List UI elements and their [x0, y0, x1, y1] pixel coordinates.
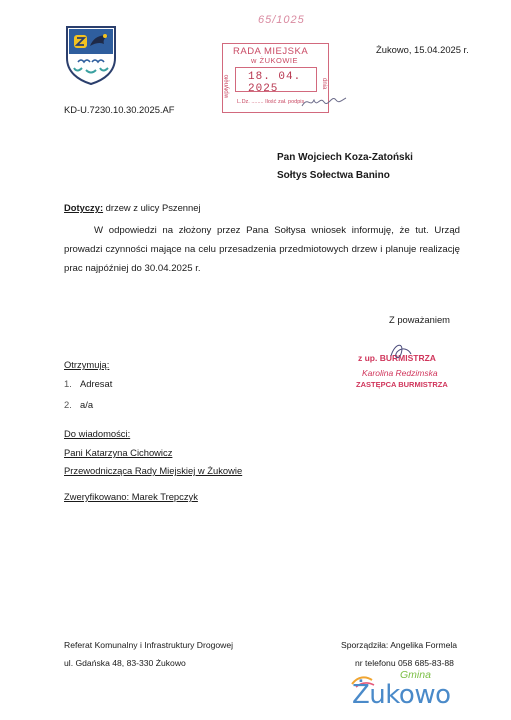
closing-salutation: Z poważaniem	[389, 314, 450, 325]
signature-name: Karolina Redzimska	[362, 368, 438, 378]
handwritten-register-number: 65/1025	[258, 14, 305, 26]
list-item-number: 2.	[64, 399, 72, 410]
cc-title: Przewodnicząca Rady Miejskiej w Żukowie	[64, 465, 243, 476]
footer-department: Referat Komunalny i Infrastruktury Drogowej	[64, 640, 234, 650]
signature-title: ZASTĘPCA BURMISTRZA	[356, 380, 448, 389]
handwritten-signature	[388, 340, 422, 362]
list-item-number: 1.	[64, 378, 72, 389]
reference-number: KD-U.7230.10.30.2025.AF	[64, 104, 175, 115]
cc-heading: Do wiadomości:	[64, 428, 131, 439]
coat-of-arms-icon	[64, 24, 118, 86]
subject-label: Dotyczy:	[64, 202, 104, 213]
list-item	[64, 378, 112, 390]
stamp-received-label: wpłynęło	[224, 74, 230, 98]
stamp-council-name: RADA MIEJSKA	[233, 46, 309, 57]
list-item-text: a/a	[80, 399, 94, 410]
footer-address: ul. Gdańska 48, 83-330 Żukowo	[64, 658, 186, 668]
stamp-date: 18. 04. 2025	[248, 71, 302, 95]
cc-name: Pani Katarzyna Cichowicz	[64, 447, 173, 458]
logo-zukowo-text: Żukowo	[352, 680, 451, 710]
logo-gmina-text: Gmina	[400, 669, 431, 681]
place-and-date: Żukowo, 15.04.2025 r.	[376, 44, 469, 55]
stamp-town: w ŻUKOWIE	[251, 56, 298, 65]
recipients-heading: Otrzymują:	[64, 359, 110, 370]
body-paragraph: W odpowiedzi na złożony przez Pana Sołtysa wniosek informuję, że tut. Urząd prowadzi czynności mające na celu przesadzenia przedmiotowych drzew i planuje realizację prac najpóźniej do 30.04.2025 r.	[64, 225, 460, 274]
signature-authority: z up. BURMISTRZA	[358, 353, 436, 363]
stamp-date-label: dnia	[321, 78, 327, 90]
stamp-footer: L.Dz. ........ Ilość zał. podpis	[237, 99, 305, 105]
list-item-text: Adresat	[80, 378, 113, 389]
recipient-name: Pan Wojciech Koza-Zatoński	[277, 152, 413, 163]
subject-text: drzew z ulicy Pszennej	[103, 202, 201, 213]
subject-line	[64, 202, 201, 214]
footer-prepared-by: Sporządziła: Angelika Formela	[341, 640, 458, 650]
footer-phone: nr telefonu 058 685-83-88	[355, 658, 454, 668]
recipient-title: Sołtys Sołectwa Banino	[277, 170, 390, 181]
list-item	[64, 399, 93, 411]
verified-by: Zweryfikowano: Marek Trepczyk	[64, 491, 198, 502]
stamp-initials-scribble	[300, 92, 350, 112]
